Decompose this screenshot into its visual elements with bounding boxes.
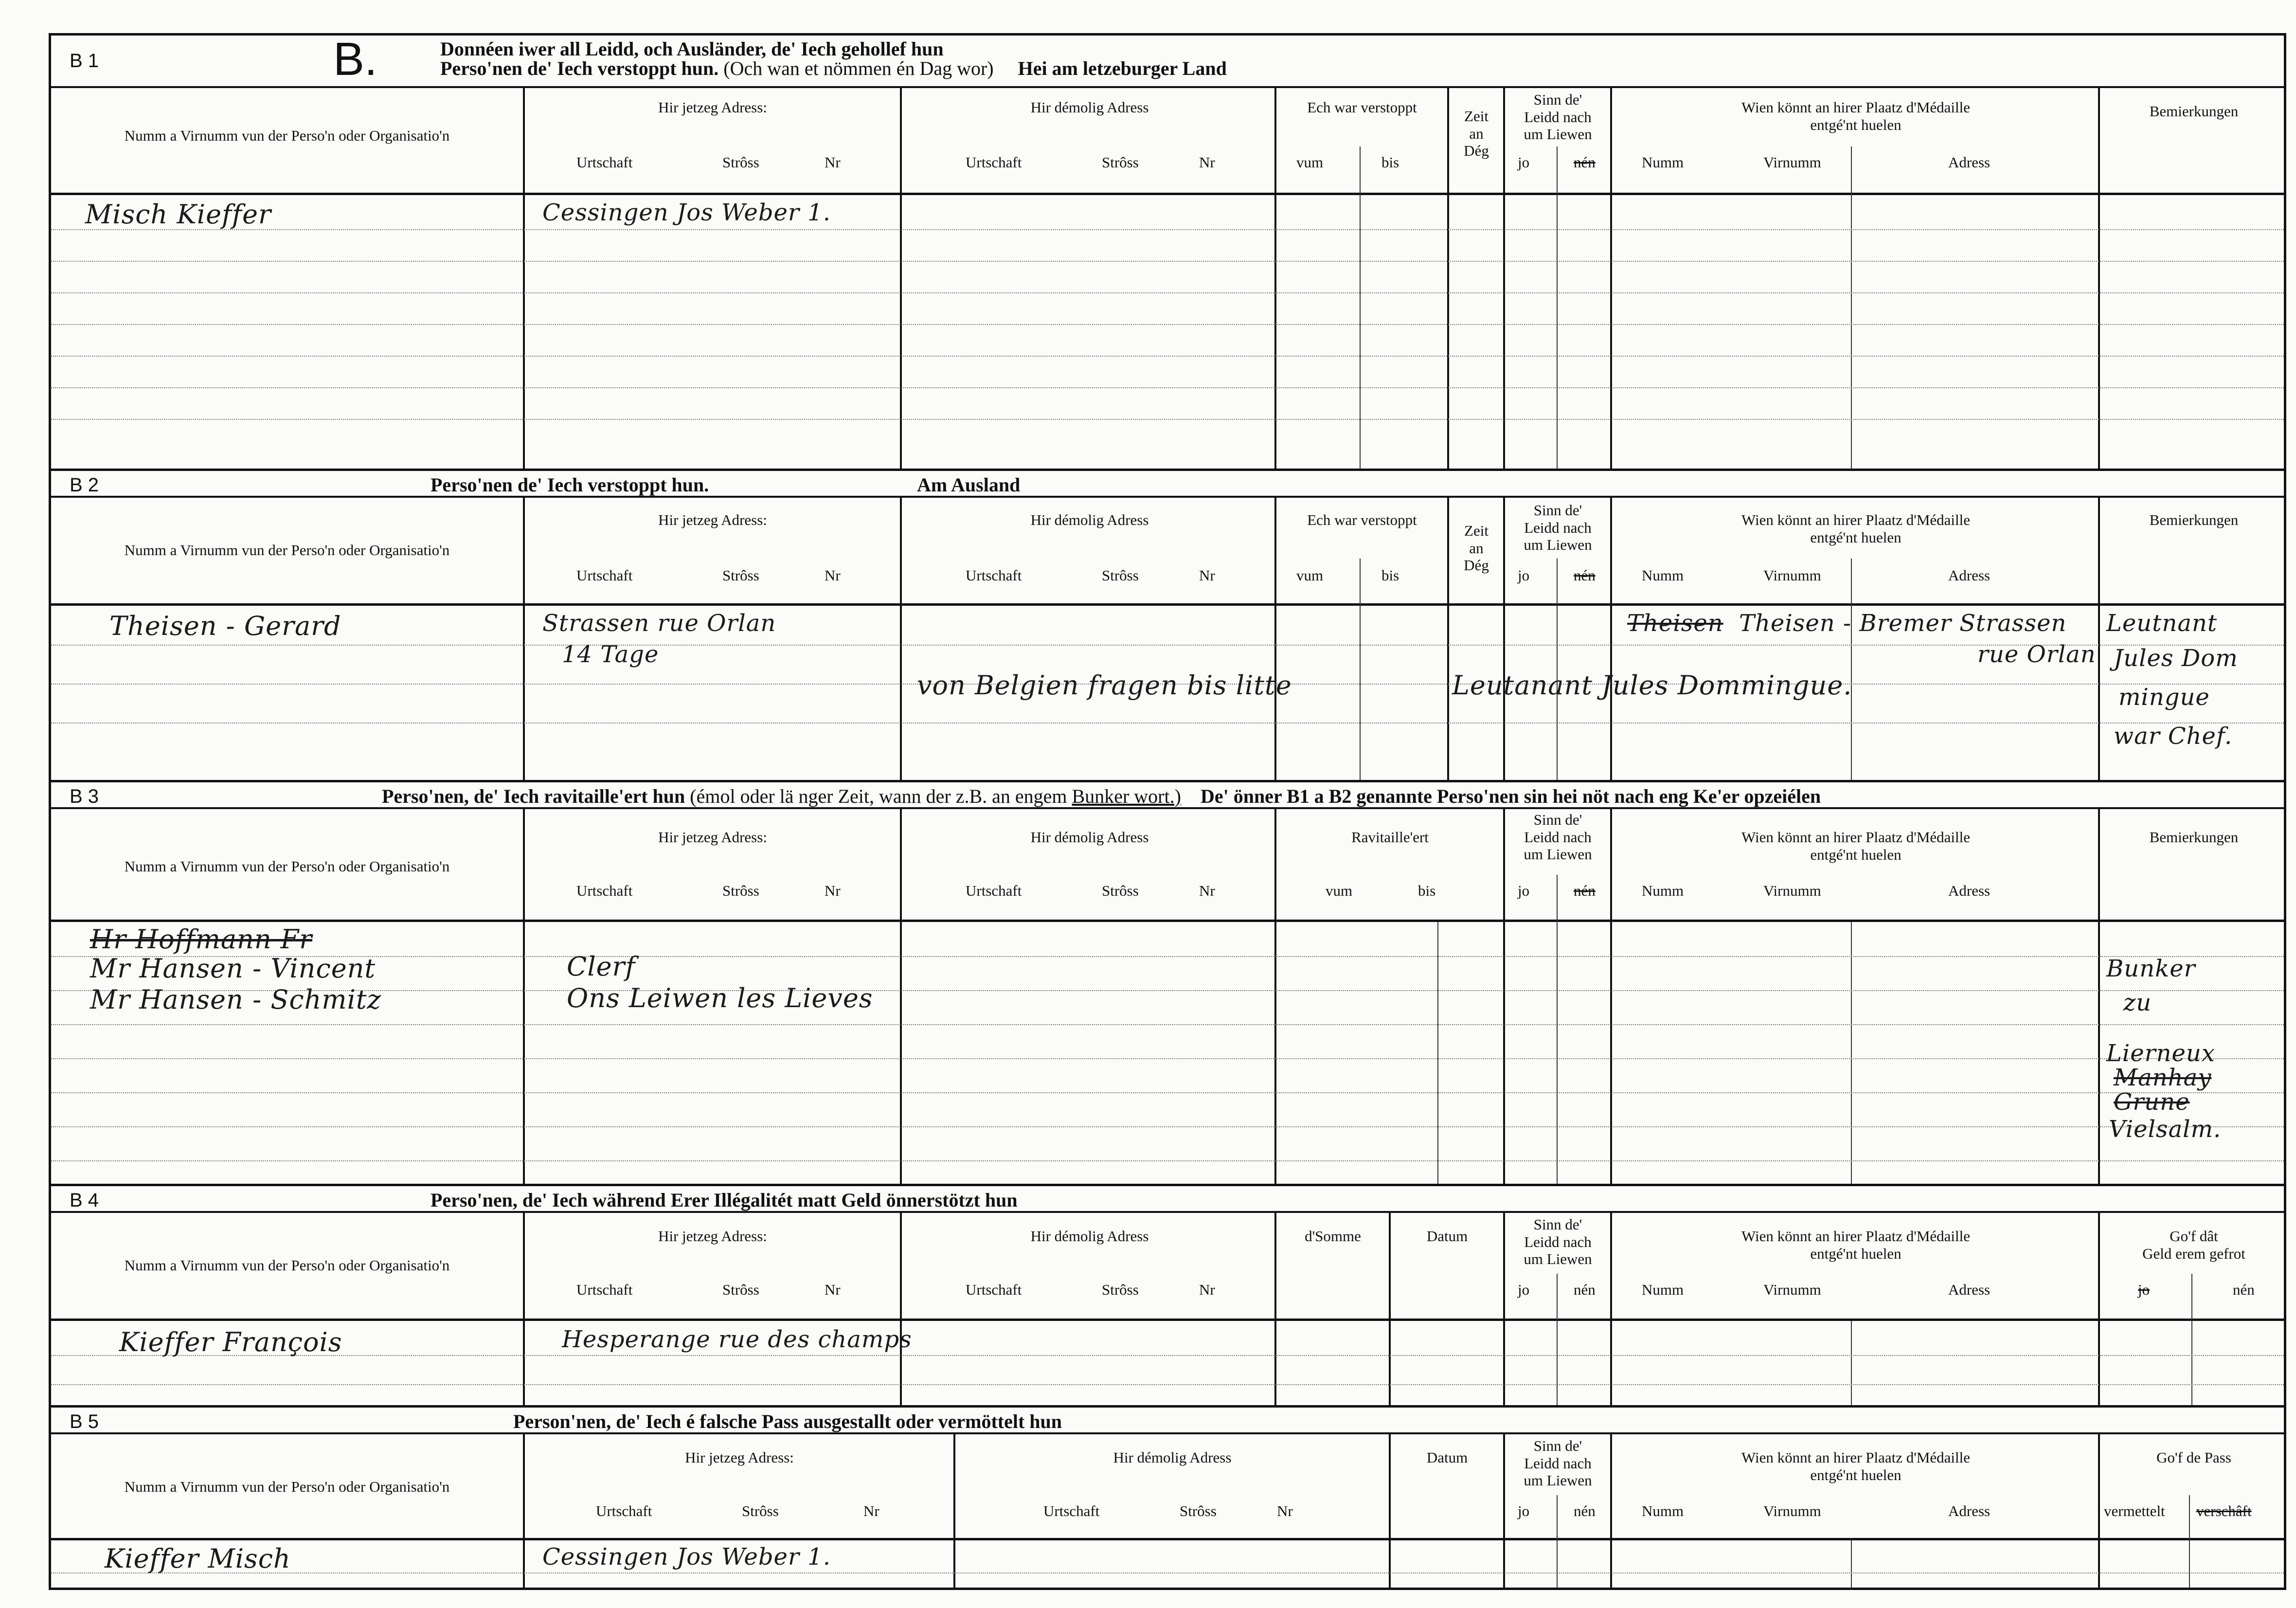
section-b4-header bbox=[51, 1184, 2284, 1213]
entry-remarks-struck: Grune bbox=[2114, 1088, 2190, 1116]
section-b1-header bbox=[51, 33, 2284, 88]
section-b2 bbox=[51, 469, 2284, 780]
entry-remarks-2: Jules Dom bbox=[2114, 645, 2238, 672]
form-letter: B. bbox=[333, 33, 377, 85]
entry-duration: 14 Tage bbox=[562, 641, 659, 668]
entry-remarks-struck: Manhay bbox=[2114, 1064, 2212, 1091]
header-yes: jo bbox=[1518, 154, 1530, 171]
header-nr: Nr bbox=[825, 567, 841, 584]
entry-current-address: Strassen rue Orlan bbox=[542, 610, 776, 637]
header-former-address: Hir démolig Adress bbox=[1030, 99, 1149, 116]
header-medal: Wien könnt an hirer Plaatz d'Médaille entgé'nt huelen bbox=[1741, 511, 1971, 546]
header-current-address: Hir jetzeg Adress: bbox=[658, 511, 767, 528]
section-b3-rows bbox=[51, 922, 2284, 1184]
section-title: Perso'nen, de' Iech ravitaille'ert hun (émol oder lä nger Zeit, wann der z.B. an engem Bunker wort.) De' önner B1 a B2 genannte Perso'nen sin hei nöt nach eng Ke'er opzeiélen bbox=[382, 785, 1821, 807]
entry-name: Misch Kieffer bbox=[85, 199, 271, 230]
header-to: bis bbox=[1381, 154, 1399, 171]
header-hidden: Ech war verstoppt bbox=[1307, 99, 1417, 116]
section-code: B 2 bbox=[70, 474, 99, 496]
section-b2-header bbox=[51, 469, 2284, 498]
header-nr: Nr bbox=[1199, 567, 1215, 584]
header-yes: jo bbox=[1518, 882, 1530, 899]
header-medal: Wien könnt an hirer Plaatz d'Médaille entgé'nt huelen bbox=[1741, 1449, 1971, 1483]
header-alive: Sinn de' Leidd nach um Liewen bbox=[1524, 91, 1592, 143]
entry-remarks-4: war Chef. bbox=[2114, 723, 2233, 750]
header-ortschaft: Urtschaft bbox=[576, 1281, 633, 1298]
header-stross: Strôss bbox=[722, 882, 759, 899]
header-stross: Strôss bbox=[1102, 154, 1139, 171]
header-time-days: Zeit an Dég bbox=[1464, 108, 1489, 160]
entry-current-address: Ons Leiwen les Lieves bbox=[567, 983, 873, 1013]
header-ortschaft: Urtschaft bbox=[596, 1502, 652, 1519]
header-stross: Strôss bbox=[1102, 567, 1139, 584]
header-no: nén bbox=[1574, 882, 1596, 899]
section-title: Person'nen, de' Iech é falsche Pass ausgestallt oder vermöttelt hun bbox=[513, 1410, 1062, 1432]
entry-medal-alt: Leutanant Jules Dommingue. bbox=[1452, 670, 1852, 701]
header-numm: Numm bbox=[1642, 882, 1684, 899]
entry-remarks-3: Lierneux bbox=[2106, 1040, 2215, 1067]
entry-current-address: Hesperange rue des champs bbox=[562, 1326, 912, 1353]
header-medal: Wien könnt an hirer Plaatz d'Médaille entgé'nt huelen bbox=[1741, 99, 1971, 133]
entry-name: Kieffer Misch bbox=[105, 1543, 291, 1574]
column-header bbox=[51, 88, 2284, 195]
header-provisioned: Ravitaille'ert bbox=[1351, 829, 1429, 846]
header-virnumm: Virnumm bbox=[1763, 154, 1821, 171]
section-b3 bbox=[51, 780, 2284, 1184]
header-medal: Wien könnt an hirer Plaatz d'Médaille entgé'nt huelen bbox=[1741, 1228, 1971, 1262]
column-header bbox=[51, 1213, 2284, 1321]
header-time-days: Zeit an Dég bbox=[1464, 522, 1489, 574]
entry-current-address: Clerf bbox=[567, 951, 636, 982]
header-remarks: Bemierkungen bbox=[2149, 511, 2239, 528]
section-b5-header bbox=[51, 1405, 2284, 1434]
header-no: nén bbox=[1574, 567, 1596, 584]
header-no: nén bbox=[2233, 1281, 2255, 1298]
header-medal: Wien könnt an hirer Plaatz d'Médaille entgé'nt huelen bbox=[1741, 829, 1971, 863]
section-title-line2: Perso'nen de' Iech verstoppt hun. (Och wan et nömmen én Dag wor) Hei am letzeburger Land bbox=[440, 57, 1227, 79]
header-to: bis bbox=[1418, 882, 1436, 899]
header-name: Numm a Virnumm vun der Perso'n oder Organisatio'n bbox=[124, 127, 450, 144]
header-adress: Adress bbox=[1948, 154, 1991, 171]
entry-remarks-1: Bunker bbox=[2106, 955, 2196, 982]
header-hidden: Ech war verstoppt bbox=[1307, 511, 1417, 528]
header-former-address: Hir démolig Adress bbox=[1030, 829, 1149, 846]
entry-name: Mr Hansen - Schmitz bbox=[90, 984, 381, 1015]
section-code: B 4 bbox=[70, 1190, 99, 1211]
header-yes: jo bbox=[2138, 1281, 2150, 1298]
entry-name: Theisen - Gerard bbox=[109, 611, 341, 641]
header-virnumm: Virnumm bbox=[1763, 1281, 1821, 1298]
entry-name-struck: Hr Hoffmann Fr bbox=[90, 924, 313, 955]
header-nr: Nr bbox=[1199, 154, 1215, 171]
section-code: B 3 bbox=[70, 786, 99, 807]
header-numm: Numm bbox=[1642, 1281, 1684, 1298]
header-nr: Nr bbox=[1199, 1281, 1215, 1298]
document-form bbox=[49, 33, 2286, 1590]
header-nr: Nr bbox=[1199, 882, 1215, 899]
header-adress: Adress bbox=[1948, 882, 1991, 899]
header-virnumm: Virnumm bbox=[1763, 567, 1821, 584]
section-b5-rows bbox=[51, 1540, 2284, 1588]
header-ortschaft: Urtschaft bbox=[966, 154, 1022, 171]
header-stross: Strôss bbox=[1180, 1502, 1217, 1519]
header-adress: Adress bbox=[1948, 1502, 1991, 1519]
header-pass: Go'f de Pass bbox=[2156, 1449, 2231, 1466]
entry-current-address: Cessingen Jos Weber 1. bbox=[542, 199, 831, 226]
section-b5 bbox=[51, 1405, 2284, 1588]
header-stross: Strôss bbox=[1102, 1281, 1139, 1298]
header-nr: Nr bbox=[825, 154, 841, 171]
header-stross: Strôss bbox=[722, 154, 759, 171]
header-from: vum bbox=[1326, 882, 1353, 899]
entry-former-address: von Belgien fragen bis litte bbox=[917, 670, 1292, 701]
column-header bbox=[51, 498, 2284, 606]
header-adress: Adress bbox=[1948, 567, 1991, 584]
section-b3-header bbox=[51, 780, 2284, 809]
header-stross: Strôss bbox=[722, 1281, 759, 1298]
header-name: Numm a Virnumm vun der Perso'n oder Organisatio'n bbox=[124, 1478, 450, 1495]
header-name: Numm a Virnumm vun der Perso'n oder Organisatio'n bbox=[124, 542, 450, 559]
header-from: vum bbox=[1296, 154, 1324, 171]
section-title: Perso'nen de' Iech verstoppt hun. bbox=[430, 474, 709, 496]
header-ortschaft: Urtschaft bbox=[1043, 1502, 1100, 1519]
entry-remarks-2: zu bbox=[2123, 989, 2152, 1016]
header-numm: Numm bbox=[1642, 1502, 1684, 1519]
header-adress: Adress bbox=[1948, 1281, 1991, 1298]
header-from: vum bbox=[1296, 567, 1324, 584]
section-b2-rows bbox=[51, 606, 2284, 780]
header-nr: Nr bbox=[825, 882, 841, 899]
header-ortschaft: Urtschaft bbox=[576, 882, 633, 899]
entry-medal-struck: Theisen bbox=[1627, 610, 1723, 637]
header-name: Numm a Virnumm vun der Perso'n oder Organisatio'n bbox=[124, 858, 450, 875]
header-no: nén bbox=[1574, 154, 1596, 171]
header-virnumm: Virnumm bbox=[1763, 882, 1821, 899]
header-procured: verschâft bbox=[2196, 1502, 2252, 1519]
header-remarks: Bemierkungen bbox=[2149, 103, 2239, 120]
header-arranged: vermettelt bbox=[2104, 1502, 2165, 1519]
header-alive: Sinn de' Leidd nach um Liewen bbox=[1524, 1216, 1592, 1268]
section-b1 bbox=[51, 33, 2284, 469]
header-no: nén bbox=[1574, 1281, 1596, 1298]
header-yes: jo bbox=[1518, 567, 1530, 584]
header-to: bis bbox=[1381, 567, 1399, 584]
header-ortschaft: Urtschaft bbox=[576, 567, 633, 584]
header-former-address: Hir démolig Adress bbox=[1030, 511, 1149, 528]
header-money-returned: Go'f dât Geld erem gefrot bbox=[2142, 1228, 2245, 1262]
header-ortschaft: Urtschaft bbox=[966, 567, 1022, 584]
section-title-line1: Donnéen iwer all Leidd, och Ausländer, de' Iech gehollef hun bbox=[440, 38, 944, 60]
header-former-address: Hir démolig Adress bbox=[1030, 1228, 1149, 1245]
header-ortschaft: Urtschaft bbox=[966, 1281, 1022, 1298]
entry-medal-address: rue Orlan bbox=[1977, 641, 2096, 668]
header-stross: Strôss bbox=[1102, 882, 1139, 899]
header-current-address: Hir jetzeg Adress: bbox=[658, 1228, 767, 1245]
section-b4-rows bbox=[51, 1321, 2284, 1405]
header-current-address: Hir jetzeg Adress: bbox=[685, 1449, 794, 1466]
entry-name: Kieffer François bbox=[119, 1327, 342, 1357]
header-ortschaft: Urtschaft bbox=[576, 154, 633, 171]
header-alive: Sinn de' Leidd nach um Liewen bbox=[1524, 1437, 1592, 1489]
section-code: B 5 bbox=[70, 1411, 99, 1432]
header-nr: Nr bbox=[825, 1281, 841, 1298]
header-virnumm: Virnumm bbox=[1763, 1502, 1821, 1519]
entry-remarks-4: Vielsalm. bbox=[2109, 1116, 2222, 1143]
entry-current-address: Cessingen Jos Weber 1. bbox=[542, 1543, 831, 1571]
header-amount: d'Somme bbox=[1305, 1228, 1361, 1245]
header-alive: Sinn de' Leidd nach um Liewen bbox=[1524, 811, 1592, 863]
section-b4 bbox=[51, 1184, 2284, 1405]
header-ortschaft: Urtschaft bbox=[966, 882, 1022, 899]
header-stross: Strôss bbox=[742, 1502, 779, 1519]
header-former-address: Hir démolig Adress bbox=[1113, 1449, 1232, 1466]
header-current-address: Hir jetzeg Adress: bbox=[658, 99, 767, 116]
column-header bbox=[51, 1434, 2284, 1540]
header-date: Datum bbox=[1426, 1228, 1468, 1245]
header-date: Datum bbox=[1426, 1449, 1468, 1466]
column-header bbox=[51, 809, 2284, 922]
header-yes: jo bbox=[1518, 1502, 1530, 1519]
section-subtitle: Am Ausland bbox=[917, 474, 1021, 496]
section-title: Perso'nen, de' Iech während Erer Illégalitét matt Geld önnerstötzt hun bbox=[430, 1189, 1018, 1211]
header-current-address: Hir jetzeg Adress: bbox=[658, 829, 767, 846]
header-nr: Nr bbox=[1277, 1502, 1293, 1519]
section-b1-rows bbox=[51, 195, 2284, 469]
entry-remarks-3: mingue bbox=[2118, 684, 2210, 711]
entry-name: Mr Hansen - Vincent bbox=[90, 953, 376, 984]
header-remarks: Bemierkungen bbox=[2149, 829, 2239, 846]
section-code: B 1 bbox=[70, 50, 99, 72]
header-numm: Numm bbox=[1642, 567, 1684, 584]
header-numm: Numm bbox=[1642, 154, 1684, 171]
header-name: Numm a Virnumm vun der Perso'n oder Organisatio'n bbox=[124, 1257, 450, 1274]
header-alive: Sinn de' Leidd nach um Liewen bbox=[1524, 502, 1592, 554]
header-nr: Nr bbox=[863, 1502, 879, 1519]
header-stross: Strôss bbox=[722, 567, 759, 584]
header-yes: jo bbox=[1518, 1281, 1530, 1298]
header-no: nén bbox=[1574, 1502, 1596, 1519]
entry-medal-name: Theisen - Bremer Strassen bbox=[1739, 610, 2067, 637]
entry-remarks-1: Leutnant bbox=[2106, 610, 2218, 637]
